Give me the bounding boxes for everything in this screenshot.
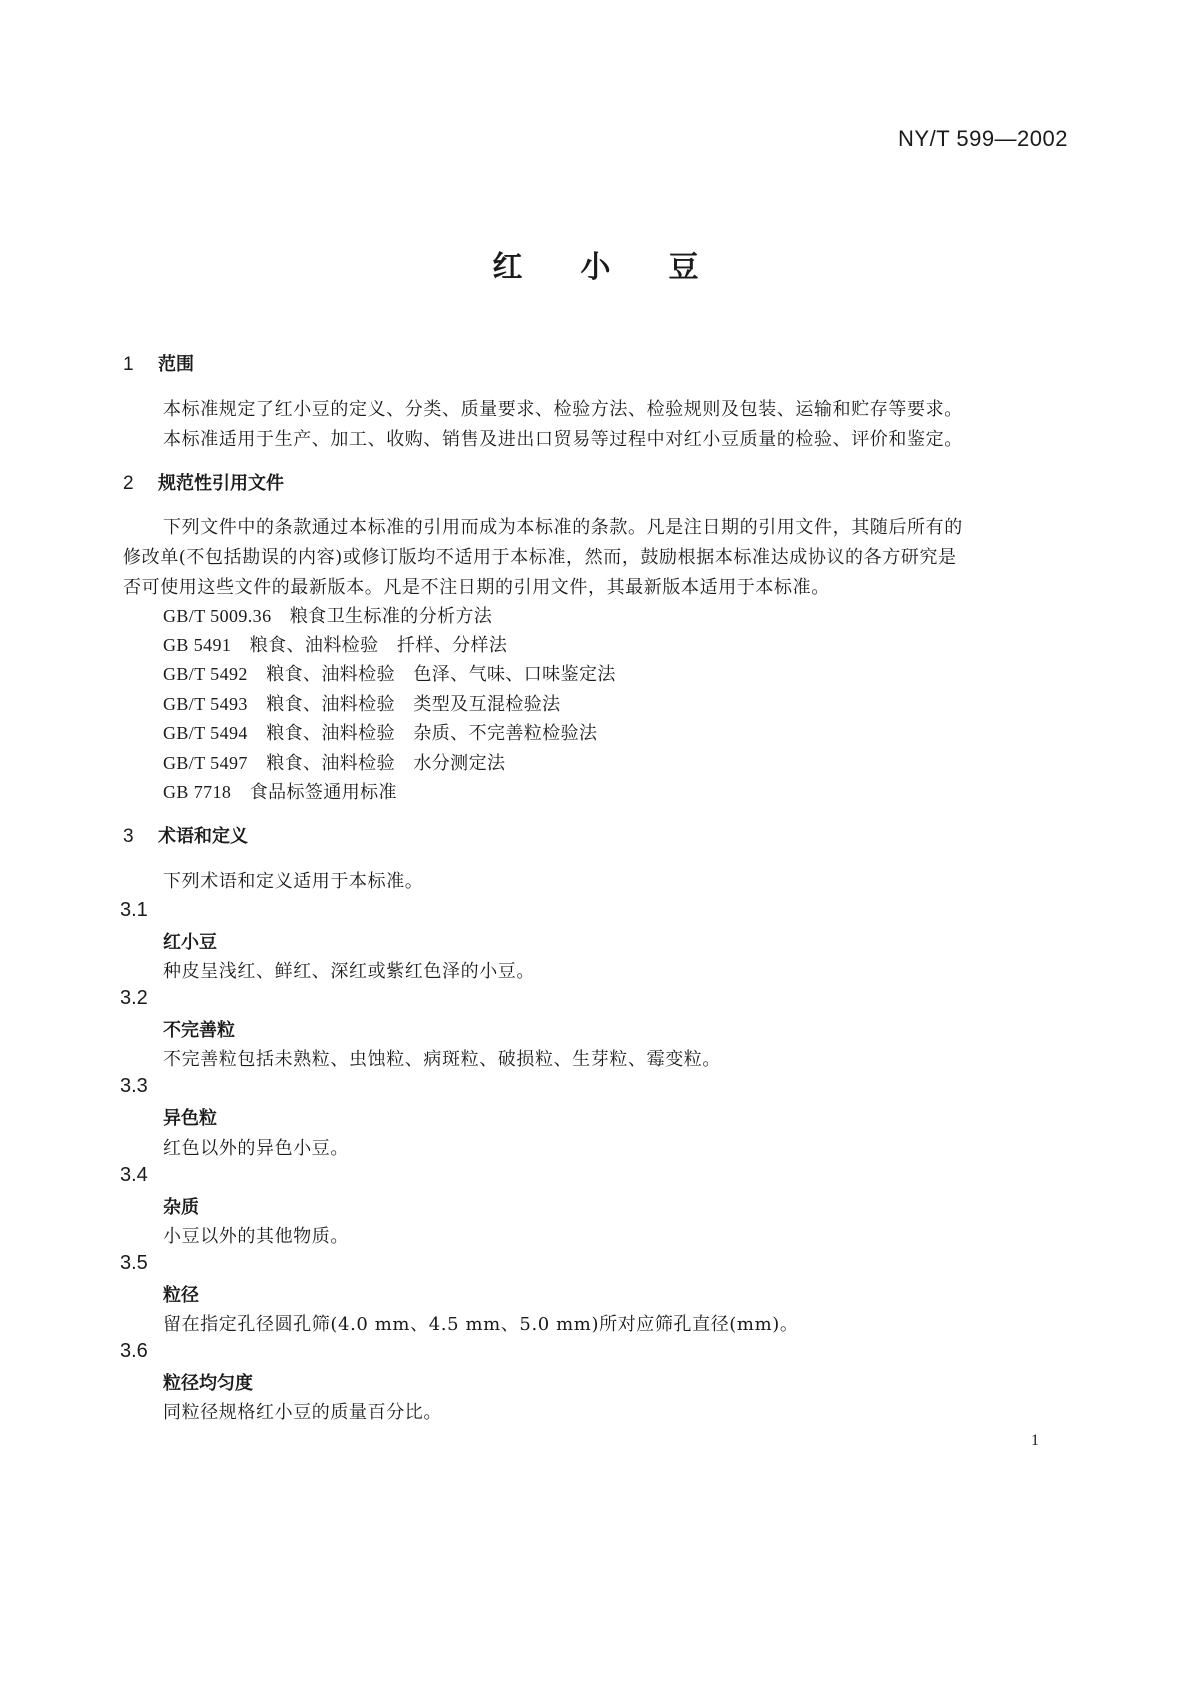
reference-item — [163, 602, 492, 628]
reference-code: GB 7718 — [163, 782, 232, 802]
term: 红小豆 — [163, 932, 217, 953]
section-title: 规范性引用文件 — [158, 473, 284, 494]
clause-number: 3.4 — [120, 1164, 148, 1186]
section-1-heading — [123, 350, 194, 376]
paragraph: 本标准规定了红小豆的定义、分类、质量要求、检验方法、检验规则及包装、运输和贮存等要求。 — [163, 399, 963, 420]
paragraph-line: 修改单(不包括勘误的内容)或修订版均不适用于本标准，然而，鼓励根据本标准达成协议的各方研究是 — [123, 547, 957, 568]
paragraph: 本标准适用于生产、加工、收购、销售及进出口贸易等过程中对红小豆质量的检验、评价和鉴定。 — [163, 429, 963, 450]
paragraph-line: 下列文件中的条款通过本标准的引用而成为本标准的条款。凡是注日期的引用文件，其随后所有的 — [163, 517, 963, 538]
reference-title: 粮食、油料检验 类型及互混检验法 — [266, 694, 561, 715]
term-definition: 小豆以外的其他物质。 — [163, 1226, 349, 1247]
term-definition: 留在指定孔径圆孔筛(4.0 mm、4.5 mm、5.0 mm)所对应筛孔直径(mm)。 — [163, 1314, 799, 1335]
term: 不完善粒 — [163, 1020, 235, 1041]
reference-item — [163, 778, 397, 804]
reference-item — [163, 719, 597, 745]
section-3-heading — [123, 822, 248, 848]
reference-code: GB/T 5494 — [163, 723, 248, 743]
section-number: 3 — [123, 826, 134, 847]
clause-number: 3.6 — [120, 1340, 148, 1362]
clause-number: 3.5 — [120, 1252, 148, 1274]
reference-item — [163, 749, 505, 775]
document-title: 红小豆 — [492, 250, 757, 285]
reference-item — [163, 660, 616, 686]
reference-title: 粮食、油料检验 杂质、不完善粒检验法 — [266, 723, 598, 744]
reference-title: 粮食、油料检验 水分测定法 — [266, 753, 506, 774]
reference-code: GB 5491 — [163, 635, 232, 655]
reference-title: 粮食、油料检验 扦样、分样法 — [249, 635, 508, 656]
reference-title: 粮食卫生标准的分析方法 — [289, 606, 493, 627]
section-2-heading — [123, 469, 284, 495]
section-number: 2 — [123, 473, 134, 494]
term: 粒径均匀度 — [163, 1373, 253, 1394]
term: 异色粒 — [163, 1108, 217, 1129]
reference-title: 食品标签通用标准 — [249, 782, 397, 803]
term: 粒径 — [163, 1285, 199, 1306]
term-definition: 不完善粒包括未熟粒、虫蚀粒、病斑粒、破损粒、生芽粒、霉变粒。 — [163, 1049, 721, 1070]
paragraph-line: 否可使用这些文件的最新版本。凡是不注日期的引用文件，其最新版本适用于本标准。 — [123, 577, 830, 598]
reference-code: GB/T 5497 — [163, 753, 248, 773]
section-title: 术语和定义 — [158, 826, 248, 847]
clause-number: 3.2 — [120, 987, 148, 1009]
term-definition: 同粒径规格红小豆的质量百分比。 — [163, 1402, 442, 1423]
paragraph: 下列术语和定义适用于本标准。 — [163, 871, 424, 892]
term-definition: 种皮呈浅红、鲜红、深红或紫红色泽的小豆。 — [163, 961, 535, 982]
section-number: 1 — [123, 354, 134, 375]
page-number: 1 — [1031, 1432, 1039, 1449]
standard-code-header: NY/T 599—2002 — [898, 126, 1068, 151]
reference-code: GB/T 5009.36 — [163, 606, 272, 626]
term-definition: 红色以外的异色小豆。 — [163, 1138, 349, 1159]
term: 杂质 — [163, 1197, 199, 1218]
clause-number: 3.1 — [120, 899, 148, 921]
clause-number: 3.3 — [120, 1075, 148, 1097]
reference-item — [163, 631, 507, 657]
reference-title: 粮食、油料检验 色泽、气味、口味鉴定法 — [266, 664, 616, 685]
reference-code: GB/T 5492 — [163, 664, 248, 684]
reference-item — [163, 690, 561, 716]
section-title: 范围 — [158, 354, 194, 375]
reference-code: GB/T 5493 — [163, 694, 248, 714]
